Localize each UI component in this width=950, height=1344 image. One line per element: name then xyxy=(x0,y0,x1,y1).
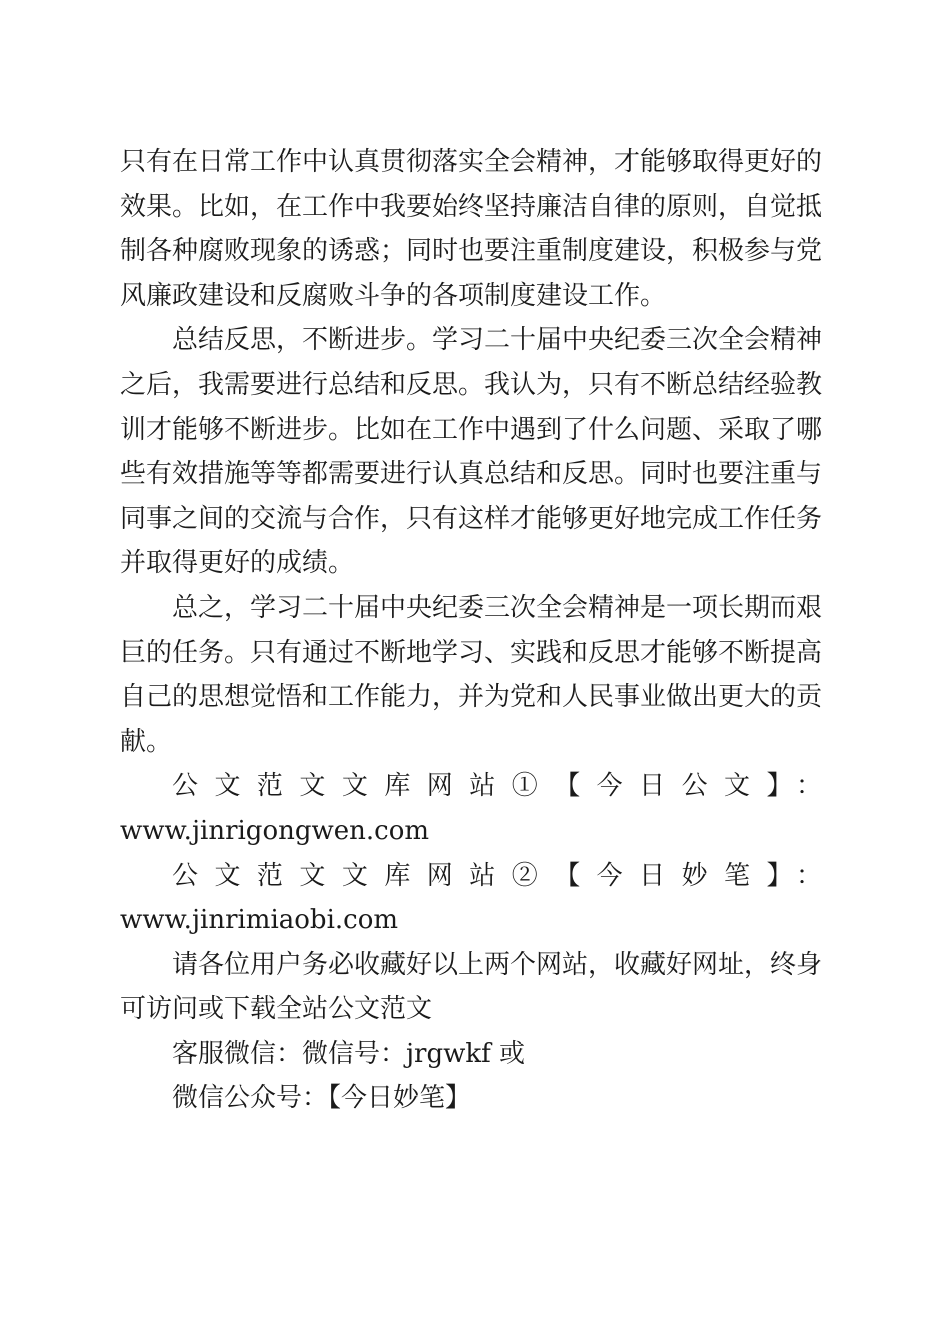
wechat-service: 客服微信：微信号：jrgwkf 或 xyxy=(172,1038,526,1069)
site1-url: www.jinrigongwen.com xyxy=(120,815,430,846)
document-body xyxy=(120,140,822,1121)
site2-line: 公文范文文库网站②【今日妙笔】：www.jinrimiaobi.com xyxy=(120,860,822,936)
site1-label: 公文范文文库网站①【今日公文】： xyxy=(172,771,822,802)
body-paragraph-reflection: 总结反思，不断进步。学习二十届中央纪委三次全会精神之后，我需要进行总结和反思。我认为，只有不断总结经验教训才能够不断进步。比如在工作中遇到了什么问题、采取了哪些有效措施等等都需要进行认真总结和反思。同时也要注重与同事之间的交流与合作，只有这样才能够更好地完成工作任务并取得更好的成绩。 xyxy=(120,325,823,579)
wechat-official-account: 微信公众号：【今日妙笔】 xyxy=(172,1083,472,1114)
bookmark-notice: 请各位用户务必收藏好以上两个网站，收藏好网址，终身可访问或下载全站公文范文 xyxy=(120,949,823,1025)
body-paragraph-conclusion: 总之，学习二十届中央纪委三次全会精神是一项长期而艰巨的任务。只有通过不断地学习、实践和反思才能够不断提高自己的思想觉悟和工作能力，并为党和人民事业做出更大的贡献。 xyxy=(120,592,823,757)
body-paragraph-continued: 只有在日常工作中认真贯彻落实全会精神，才能够取得更好的效果。比如，在工作中我要始终坚持廉洁自律的原则，自觉抵制各种腐败现象的诱惑；同时也要注重制度建设，积极参与党风廉政建设和反腐败斗争的各项制度建设工作。 xyxy=(120,147,823,311)
